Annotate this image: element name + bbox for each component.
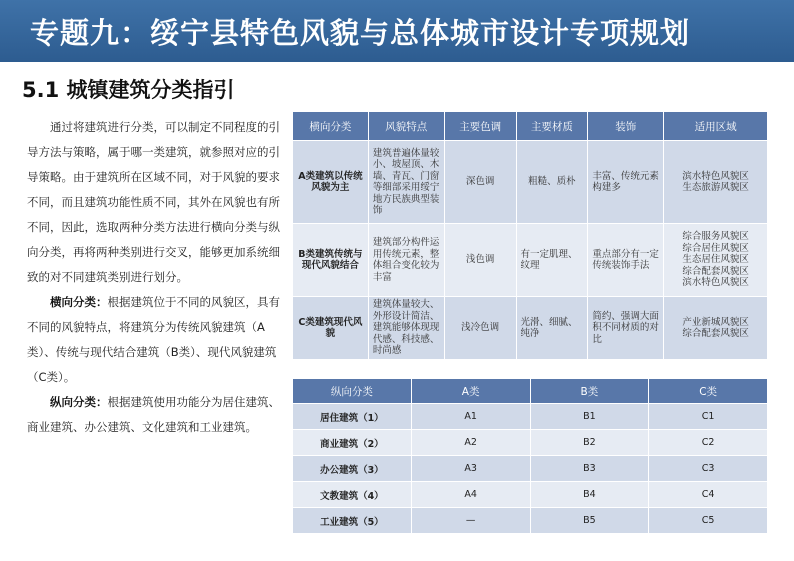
cell-c: C1 bbox=[649, 404, 768, 430]
vertical-text: 根据建筑使用功能分为居住建筑、商业建筑、办公建筑、文化建筑和工业建筑。 bbox=[27, 395, 280, 434]
table-row bbox=[293, 482, 768, 508]
zone-item: 生态居住风貌区 bbox=[682, 254, 749, 266]
zone-item: 生态旅游风貌区 bbox=[682, 182, 749, 193]
color-cell: 深色调 bbox=[444, 141, 516, 224]
color-cell: 浅色调 bbox=[444, 224, 516, 297]
features-cell: 建筑部分构件运用传统元素，整体组合变化较为丰富 bbox=[368, 224, 444, 297]
table-row bbox=[293, 456, 768, 482]
category-cell: B类建筑传统与现代风貌结合 bbox=[293, 224, 369, 297]
cell-b: B5 bbox=[530, 508, 649, 534]
cell-c: C4 bbox=[649, 482, 768, 508]
column-header: 横向分类 bbox=[293, 112, 369, 141]
category-cell: A类建筑以传统风貌为主 bbox=[293, 141, 369, 224]
body-text bbox=[27, 115, 281, 440]
cell-a: A2 bbox=[411, 430, 530, 456]
column-header: 主要色调 bbox=[444, 112, 516, 141]
material-cell: 粗糙、质朴 bbox=[516, 141, 588, 224]
material-cell: 有一定肌理、纹理 bbox=[516, 224, 588, 297]
decoration-cell: 丰富、传统元素构建多 bbox=[588, 141, 664, 224]
decoration-cell: 重点部分有一定传统装饰手法 bbox=[588, 224, 664, 297]
column-header: 装饰 bbox=[588, 112, 664, 141]
material-cell: 光滑、细腻、纯净 bbox=[516, 297, 588, 360]
horizontal-label: 横向分类： bbox=[50, 295, 108, 309]
cell-b: B4 bbox=[530, 482, 649, 508]
column-header: 纵向分类 bbox=[293, 379, 412, 404]
cell-c: C2 bbox=[649, 430, 768, 456]
cell-c: C3 bbox=[649, 456, 768, 482]
cell-b: B3 bbox=[530, 456, 649, 482]
table-row bbox=[293, 297, 768, 360]
zone-item: 综合配套风貌区 bbox=[682, 265, 749, 277]
features-cell: 建筑普遍体量较小、坡屋顶、木墙、青瓦、门窗等细部采用绥宁地方民族典型装饰 bbox=[368, 141, 444, 224]
horizontal-paragraph bbox=[27, 290, 281, 390]
table-row bbox=[293, 508, 768, 534]
header-banner bbox=[0, 0, 794, 62]
column-header: A类 bbox=[411, 379, 530, 404]
zones-cell bbox=[664, 141, 768, 224]
table-header-row bbox=[293, 379, 768, 404]
cell-a: — bbox=[411, 508, 530, 534]
column-header: C类 bbox=[649, 379, 768, 404]
cell-b: B2 bbox=[530, 430, 649, 456]
vertical-classification-table bbox=[292, 378, 768, 534]
category-cell: C类建筑现代风貌 bbox=[293, 297, 369, 360]
row-label: 办公建筑（3） bbox=[293, 456, 412, 482]
zone-item: 综合服务风貌区 bbox=[682, 231, 749, 243]
column-header: B类 bbox=[530, 379, 649, 404]
row-label: 文教建筑（4） bbox=[293, 482, 412, 508]
cell-a: A4 bbox=[411, 482, 530, 508]
row-label: 居住建筑（1） bbox=[293, 404, 412, 430]
decoration-cell: 简约、强调大面积不同材质的对比 bbox=[588, 297, 664, 360]
column-header: 适用区域 bbox=[664, 112, 768, 141]
zone-item: 滨水特色风貌区 bbox=[682, 170, 749, 182]
intro-paragraph: 通过将建筑进行分类，可以制定不同程度的引导方法与策略，属于哪一类建筑，就参照对应的引导策略。由于建筑所在区域不同，对于风貌的要求不同，而且建筑功能性质不同，其外在风貌也有所不同，因此，选取两种分类方法进行横向分类与纵向分类，再将两种类别进行交叉，能够更加系统细致的对不同建筑类别进行划分。 bbox=[27, 120, 280, 284]
zone-item: 滨水特色风貌区 bbox=[682, 277, 749, 289]
features-cell: 建筑体量较大、外形设计简洁、建筑能够体现现代感、科技感、时尚感 bbox=[368, 297, 444, 360]
row-label: 商业建筑（2） bbox=[293, 430, 412, 456]
table-row bbox=[293, 404, 768, 430]
cell-c: C5 bbox=[649, 508, 768, 534]
table-row bbox=[293, 224, 768, 297]
zones-cell bbox=[664, 224, 768, 297]
cell-b: B1 bbox=[530, 404, 649, 430]
zone-item: 产业新城风貌区 bbox=[682, 316, 749, 328]
row-label: 工业建筑（5） bbox=[293, 508, 412, 534]
table-row bbox=[293, 430, 768, 456]
color-cell: 浅冷色调 bbox=[444, 297, 516, 360]
zones-cell bbox=[664, 297, 768, 360]
table-header-row bbox=[293, 112, 768, 141]
column-header: 风貌特点 bbox=[368, 112, 444, 141]
table-row bbox=[293, 141, 768, 224]
cell-a: A3 bbox=[411, 456, 530, 482]
zone-item: 综合配套风貌区 bbox=[682, 328, 749, 339]
vertical-paragraph bbox=[27, 390, 281, 440]
cell-a: A1 bbox=[411, 404, 530, 430]
column-header: 主要材质 bbox=[516, 112, 588, 141]
zone-item: 综合居住风貌区 bbox=[682, 242, 749, 254]
section-title: 5.1 城镇建筑分类指引 bbox=[22, 78, 235, 102]
horizontal-text: 根据建筑位于不同的风貌区，具有不同的风貌特点，将建筑分为传统风貌建筑（A类）、传统与现代结合建筑（B类）、现代风貌建筑（C类）。 bbox=[27, 295, 280, 384]
vertical-label: 纵向分类： bbox=[50, 395, 108, 409]
page-title: 专题九：绥宁县特色风貌与总体城市设计专项规划 bbox=[30, 16, 691, 50]
horizontal-classification-table bbox=[292, 111, 768, 360]
